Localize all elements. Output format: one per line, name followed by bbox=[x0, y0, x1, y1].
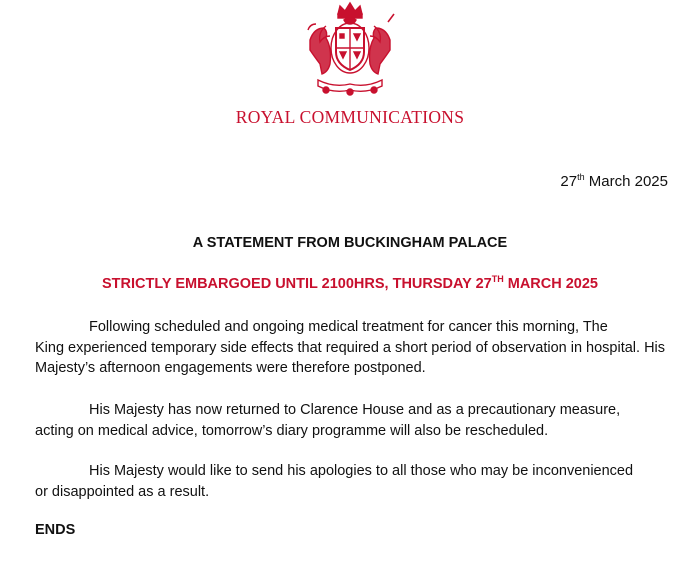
date-month-year: March 2025 bbox=[584, 173, 668, 190]
body-paragraph-1 bbox=[35, 317, 675, 379]
embargo-text: STRICTLY EMBARGOED UNTIL 2100HRS, THURSDAY 27 bbox=[102, 276, 492, 292]
date-day: 27 bbox=[560, 173, 578, 190]
paragraph-3-first-line: His Majesty would like to send his apologies to all those who may be inconvenienced bbox=[89, 463, 634, 479]
paragraph-1-continuation: King experienced temporary side effects that required a short period of observation in hospital. His Majesty’s afternoon engagements were therefore postponed. bbox=[35, 339, 666, 376]
embargo-month-year: MARCH 2025 bbox=[503, 276, 598, 292]
organization-name: ROYAL COMMUNICATIONS bbox=[235, 107, 465, 127]
body-paragraph-2 bbox=[35, 400, 675, 441]
paragraph-2-continuation: acting on medical advice, tomorrow’s diary programme will also be rescheduled. bbox=[35, 422, 549, 439]
statement-title: A STATEMENT FROM BUCKINGHAM PALACE bbox=[192, 235, 508, 251]
embargo-suffix: TH bbox=[491, 274, 504, 285]
statement-date bbox=[560, 173, 668, 190]
body-paragraph-3 bbox=[35, 461, 675, 502]
date-suffix: th bbox=[577, 172, 585, 182]
paragraph-1-first-line: Following scheduled and ongoing medical treatment for cancer this morning, The bbox=[89, 319, 608, 335]
ends-marker: ENDS bbox=[35, 522, 76, 538]
embargo-notice bbox=[0, 276, 700, 292]
royal-coat-of-arms-icon bbox=[296, 0, 404, 96]
paragraph-3-continuation: or disappointed as a result. bbox=[35, 483, 210, 500]
paragraph-2-first-line: His Majesty has now returned to Clarence House and as a precautionary measure, bbox=[89, 402, 621, 418]
